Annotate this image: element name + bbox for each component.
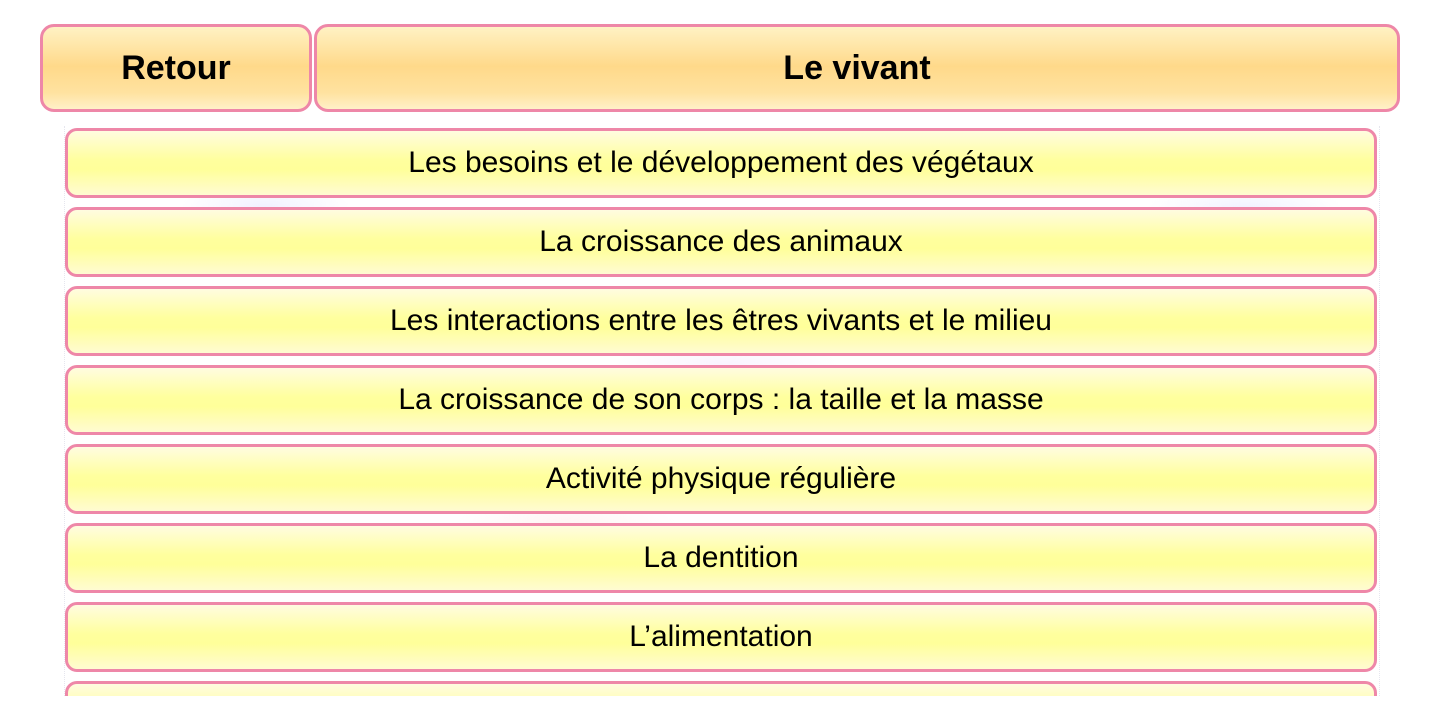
list-item[interactable] [65,128,1377,198]
page-title-text: Le vivant [783,48,931,87]
list-item[interactable] [65,602,1377,672]
back-button-label: Retour [121,48,231,87]
list-item[interactable] [65,523,1377,593]
header-bar [40,24,1400,112]
list-item-label: La dentition [643,541,799,574]
list-item-label: L’alimentation [629,620,813,653]
list-item-label: La croissance des animaux [539,225,903,258]
back-button[interactable] [40,24,312,112]
list-item[interactable] [65,207,1377,277]
list-item[interactable] [65,365,1377,435]
list-item-label: La croissance de son corps : la taille et la masse [398,383,1044,416]
list-item[interactable] [65,286,1377,356]
list-item-label: Les interactions entre les êtres vivants et le milieu [390,304,1052,337]
list-item-label: Les besoins et le développement des végétaux [408,146,1034,179]
list-item[interactable] [65,681,1377,696]
topic-list[interactable] [64,126,1380,696]
list-item[interactable] [65,444,1377,514]
list-item-label: Activité physique régulière [545,462,897,495]
page-title [314,24,1400,112]
